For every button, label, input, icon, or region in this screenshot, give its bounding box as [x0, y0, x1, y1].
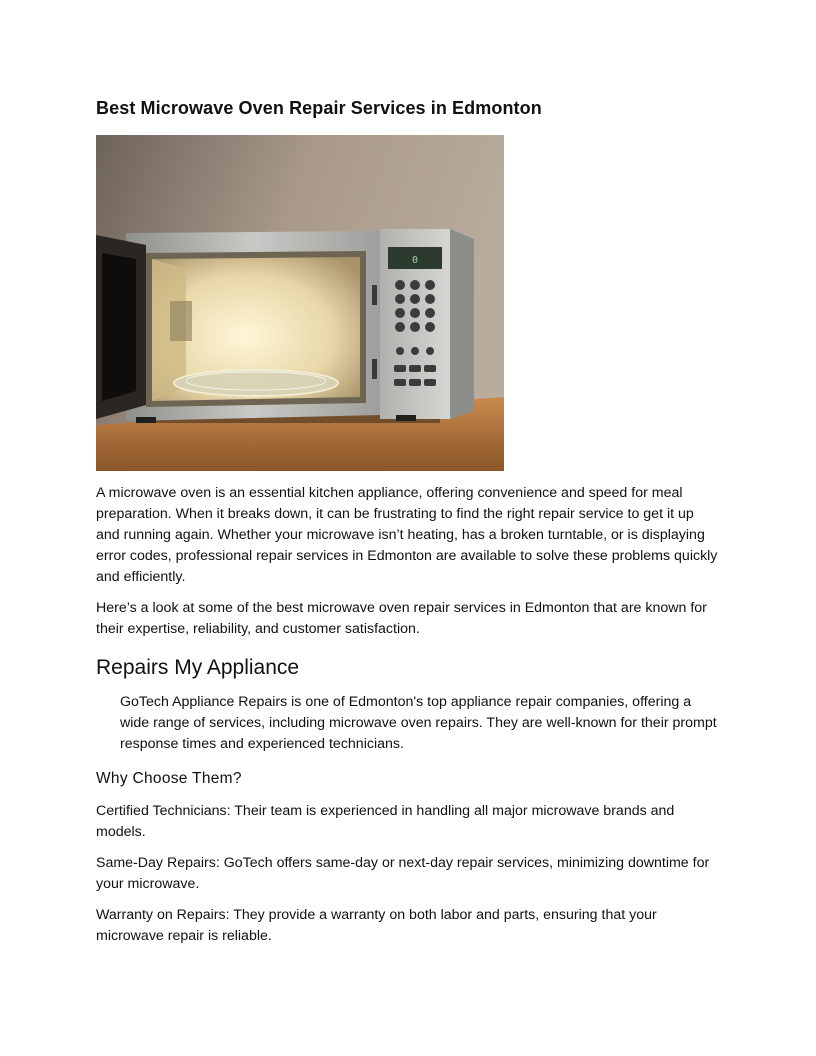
intro-paragraph: Here’s a look at some of the best microwave oven repair services in Edmonton that are known for their expertise, reliability, and customer satisfaction.	[96, 600, 707, 637]
reason-item: Same-Day Repairs: GoTech offers same-day or next-day repair services, minimizing downtime for your microwave.	[96, 855, 710, 892]
article-body	[96, 483, 720, 957]
section-subheading: Why Choose Them?	[96, 770, 242, 787]
microwave-photo	[96, 135, 504, 471]
intro-paragraph: A microwave oven is an essential kitchen appliance, offering convenience and speed for meal preparation. When it breaks down, it can be frustrating to find the right repair service to get it up and running again. Whether your microwave isn’t heating, has a broken turntable, or is displaying error codes, professional repair services in Edmonton are available to solve these problems quickly and efficiently.	[96, 485, 718, 585]
reason-item: Certified Technicians: Their team is experienced in handling all major microwave brands and models.	[96, 803, 675, 840]
display-readout: 0	[411, 255, 419, 266]
company-description: GoTech Appliance Repairs is one of Edmonton's top appliance repair companies, offering a wide range of services, including microwave oven repairs. They are well-known for their prompt response times and experienced technicians.	[120, 694, 717, 752]
reason-item: Warranty on Repairs: They provide a warranty on both labor and parts, ensuring that your microwave repair is reliable.	[96, 907, 657, 944]
section-heading: Repairs My Appliance	[96, 656, 300, 679]
page-title: Best Microwave Oven Repair Services in Edmonton	[96, 98, 542, 118]
microwave-illustration	[96, 135, 504, 471]
